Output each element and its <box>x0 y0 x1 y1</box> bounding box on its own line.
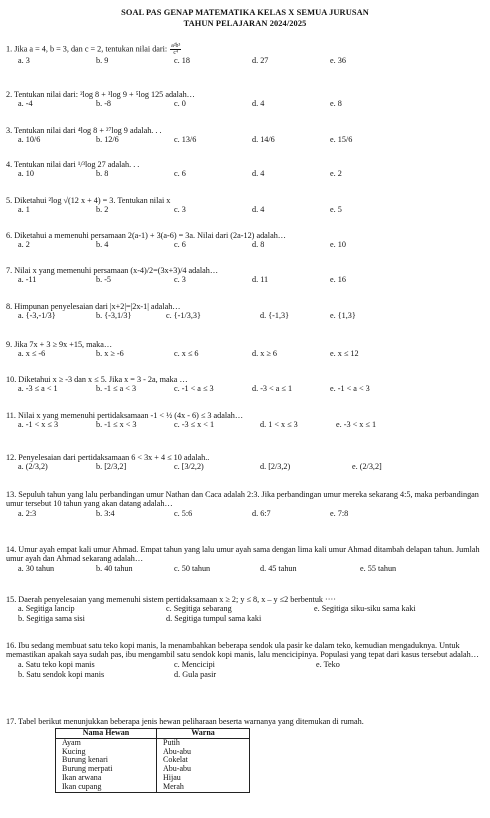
option-c: c. Mencicipi <box>174 659 215 669</box>
question-8: 8. Himpunan penyelesaian dari |x+2|=|2x-1| adalah… a. {-3,-1/3} b. {-3,1/3} c. {-1/3,3} d. {-1,3} e. {1,3} <box>6 302 484 321</box>
options <box>6 135 484 145</box>
option-d: d. 14/6 <box>252 135 275 145</box>
option-b: b. -1 ≤ a < 3 <box>96 384 137 394</box>
option-d: d. Gula pasir <box>174 669 217 679</box>
option-a: a. 10/6 <box>18 135 41 145</box>
option-e: e. 5 <box>330 205 342 215</box>
option-b: b. 4 <box>96 240 109 250</box>
table-cell: Ayam Kucing Burung kenari Burung merpati Ikan arwana Ikan cupang <box>56 738 157 792</box>
option-a: a. -11 <box>18 275 37 285</box>
option-d: d. 27 <box>252 56 269 65</box>
options <box>6 99 484 109</box>
question-10: 10. Diketahui x ≥ -3 dan x ≤ 5. Jika x = 3 - 2a, maka … a. -3 ≤ a < 1 b. -1 ≤ a < 3 c. -1 < a ≤ 3 d. -3 < a ≤ 1 e. -1 < a < 3 <box>6 375 484 394</box>
option-c: c. 6 <box>174 240 186 250</box>
option-e: e. 36 <box>330 56 346 65</box>
option-b: b. -1 ≤ x < 3 <box>96 420 137 430</box>
option-c: c. 18 <box>174 56 190 65</box>
option-e: e. 55 tahun <box>360 563 397 573</box>
question-13: 13. Sepuluh tahun yang lalu perbandingan umur Nathan dan Caca adalah 2:3. Jika perbandingan umur mereka sekarang 4:5, maka perbandingan umur tersebut 10 tahun yang akan datang adalah… a. 2:3 b. 3:4 c. 5:6 d. 6:7 e. 7:8 <box>6 490 484 519</box>
question-4: 4. Tentukan nilai dari ¹/³log 27 adalah. . . a. 10 b. 8 c. 6 d. 4 e. 2 <box>6 160 484 179</box>
table-cell: Putih Abu-abu Cokelat Abu-abu Hijau Merah <box>157 738 250 792</box>
options <box>6 420 484 430</box>
option-d: d. 4 <box>252 205 265 215</box>
options <box>6 349 484 359</box>
table-header-row <box>56 729 250 739</box>
option-d: d. 11 <box>252 275 269 285</box>
option-d: d. {-1,3} <box>260 311 290 321</box>
options <box>6 660 484 670</box>
option-a: a. -3 ≤ a < 1 <box>18 384 58 394</box>
options <box>6 509 484 519</box>
options <box>6 275 484 285</box>
option-c: c. 50 tahun <box>174 563 211 573</box>
option-b: b. Satu sendok kopi manis <box>18 669 105 679</box>
option-e: e. Teko <box>316 659 340 669</box>
column-header: Warna <box>157 729 250 739</box>
option-e: e. 8 <box>330 99 342 109</box>
question-3: 3. Tentukan nilai dari ⁴log 8 + ²⁷log 9 adalah. . . a. 10/6 b. 12/6 c. 13/6 d. 14/6 e. 15/6 <box>6 126 484 145</box>
option-b: b. 40 tahun <box>96 563 133 573</box>
option-a: a. x ≤ -6 <box>18 349 46 359</box>
option-e: e. (2/3,2] <box>352 462 382 472</box>
question-15: 15. Daerah penyelesaian yang memenuhi sistem pertidaksamaan x ≥ 2; y ≤ 8, x – y ≤2 berbentuk ···· a. Segitiga lancip c. Segitiga sebarang e. Segitiga siku-siku sama kaki b. Segitiga sama sisi d. Segitiga tumpul sama kaki <box>6 595 484 624</box>
option-d: d. 8 <box>252 240 265 250</box>
option-c: c. 0 <box>174 99 186 109</box>
option-c: c. 3 <box>174 205 186 215</box>
options <box>6 311 484 321</box>
option-b: b. [2/3,2] <box>96 462 127 472</box>
pets-table <box>55 728 250 793</box>
options <box>6 670 484 680</box>
option-c: c. x ≤ 6 <box>174 349 199 359</box>
option-b: b. 8 <box>96 169 109 179</box>
option-b: b. Segitiga sama sisi <box>18 614 85 624</box>
option-a: a. 3 <box>18 56 30 65</box>
option-e: e. -1 < a < 3 <box>330 384 370 394</box>
option-e: e. 2 <box>330 169 342 179</box>
option-d: d. Segitiga tumpul sama kaki <box>166 614 262 624</box>
question-17: 17. Tabel berikut menunjukkan beberapa jenis hewan peliharaan beserta warnanya yang ditemukan di rumah. <box>6 717 364 726</box>
option-e: e. x ≤ 12 <box>330 349 359 359</box>
option-a: a. 2:3 <box>18 508 37 518</box>
question-5: 5. Diketahui ²log √(12 x + 4) = 3. Tentukan nilai x a. 1 b. 2 c. 3 d. 4 e. 5 <box>6 196 484 215</box>
option-b: b. 12/6 <box>96 135 119 145</box>
option-e: e. -3 < x ≤ 1 <box>336 420 377 430</box>
option-a: a. Segitiga lancip <box>18 604 75 614</box>
option-a: a. -4 <box>18 99 33 109</box>
option-b: b. {-3,1/3} <box>96 311 132 321</box>
school-year: TAHUN PELAJARAN 2024/2025 <box>183 19 307 28</box>
options <box>6 384 484 394</box>
option-a: a. 2 <box>18 240 30 250</box>
option-b: b. 3:4 <box>96 508 115 518</box>
option-d: d. 4 <box>252 99 265 109</box>
option-e: e. {1,3} <box>330 311 356 321</box>
option-b: b. x ≥ -6 <box>96 349 124 359</box>
option-a: a. 1 <box>18 205 30 215</box>
fraction: $\frac{\text{a²b³}}{\text{c⁴}}$ <box>171 43 181 56</box>
question-12: 12. Penyelesaian dari pertidaksamaan 6 < 3x + 4 ≤ 10 adalah.. a. (2/3,2) b. [2/3,2] c. [3/2,2) d. [2/3,2) e. (2/3,2] <box>6 453 484 472</box>
option-d: d. [2/3,2) <box>260 462 291 472</box>
options <box>6 205 484 215</box>
option-e: e. 7:8 <box>330 508 349 518</box>
option-a: a. -1 < x ≤ 3 <box>18 420 59 430</box>
question-11: 11. Nilai x yang memenuhi pertidaksamaan -1 < ½ (4x - 6) ≤ 3 adalah… a. -1 < x ≤ 3 b. -1 ≤ x < 3 c. -3 ≤ x < 1 d. 1 < x ≤ 3 e. -3 < x ≤ 1 <box>6 411 484 430</box>
option-c: c. 3 <box>174 275 186 285</box>
options <box>6 462 484 472</box>
option-a: a. {-3,-1/3} <box>18 311 56 321</box>
option-c: c. -3 ≤ x < 1 <box>174 420 215 430</box>
option-c: c. Segitiga sebarang <box>166 604 232 614</box>
option-a: a. (2/3,2) <box>18 462 48 472</box>
option-d: d. -3 < a ≤ 1 <box>252 384 293 394</box>
option-c: c. 6 <box>174 169 186 179</box>
options <box>6 56 484 66</box>
option-b: b. 2 <box>96 205 109 215</box>
option-c: c. 13/6 <box>174 135 197 145</box>
options <box>6 604 484 614</box>
option-b: b. -5 <box>96 275 112 285</box>
option-b: b. -8 <box>96 99 112 109</box>
options <box>6 240 484 250</box>
options <box>6 614 484 624</box>
question-14: 14. Umur ayah empat kali umur Ahmad. Empat tahun yang lalu umur ayah sama dengan lima kali umur Ahmad ditambah delapan tahun. Jumlah umur ayah dan Ahmad sekarang adalah… a. 30 tahun b. 40 tahun c. 50 tahun d. 45 tahun e. 55 tahun <box>6 545 484 574</box>
option-e: e. Segitiga siku-siku sama kaki <box>314 604 416 614</box>
question-2: 2. Tentukan nilai dari: ²log 8 + ³log 9 + ⁵log 125 adalah… a. -4 b. -8 c. 0 d. 4 e. 8 <box>6 90 484 109</box>
option-c: c. {-1/3,3} <box>166 311 201 321</box>
column-header: Nama Hewan <box>56 729 157 739</box>
question-1: 1. Jika a = 4, b = 3, dan c = 2, tentukan nilai dari: $\frac{\text{a²b³}}{\text{c⁴}}$ a. 3 b. 9 c. 18 d. 27 e. 36 <box>6 43 484 66</box>
option-e: e. 16 <box>330 275 346 285</box>
question-7: 7. Nilai x yang memenuhi persamaan (x-4)/2=(3x+3)/4 adalah… a. -11 b. -5 c. 3 d. 11 e. 16 <box>6 266 484 285</box>
question-9: 9. Jika 7x + 3 ≥ 9x +15, maka… a. x ≤ -6 b. x ≥ -6 c. x ≤ 6 d. x ≥ 6 e. x ≤ 12 <box>6 340 484 359</box>
option-d: d. 1 < x ≤ 3 <box>260 420 298 430</box>
option-b: b. 9 <box>96 56 109 65</box>
question-16: 16. Ibu sedang membuat satu teko kopi manis, la menambahkan beberapa sendok ula pasir ke dalam teko, kemudian mengaduknya. Untuk memastikan apakah saya sudah pas, ibu mengambil satu sendok kopi manis, lalu mencicipinya. Populasi yang tepat dari kasus tersebut adalah… a. Satu teko kopi manis c. Mencicipi e. Teko b. Satu sendok kopi manis d. Gula pasir <box>6 641 484 680</box>
option-d: d. 6:7 <box>252 508 271 518</box>
option-c: c. 5:6 <box>174 508 193 518</box>
option-c: c. [3/2,2) <box>174 462 204 472</box>
page-title: SOAL PAS GENAP MATEMATIKA KELAS X SEMUA JURUSAN <box>121 8 369 17</box>
option-d: d. 45 tahun <box>260 563 297 573</box>
options <box>6 564 484 574</box>
option-a: a. 10 <box>18 169 34 179</box>
question-6: 6. Diketahui a memenuhi persamaan 2(a-1) + 3(a-6) = 3a. Nilai dari (2a-12) adalah… a. 2 b. 4 c. 6 d. 8 e. 10 <box>6 231 484 250</box>
option-c: c. -1 < a ≤ 3 <box>174 384 214 394</box>
option-a: a. 30 tahun <box>18 563 55 573</box>
option-e: e. 15/6 <box>330 135 353 145</box>
option-a: a. Satu teko kopi manis <box>18 659 95 669</box>
option-d: d. x ≥ 6 <box>252 349 277 359</box>
table-row <box>56 738 250 792</box>
option-e: e. 10 <box>330 240 346 250</box>
options <box>6 169 484 179</box>
option-d: d. 4 <box>252 169 265 179</box>
